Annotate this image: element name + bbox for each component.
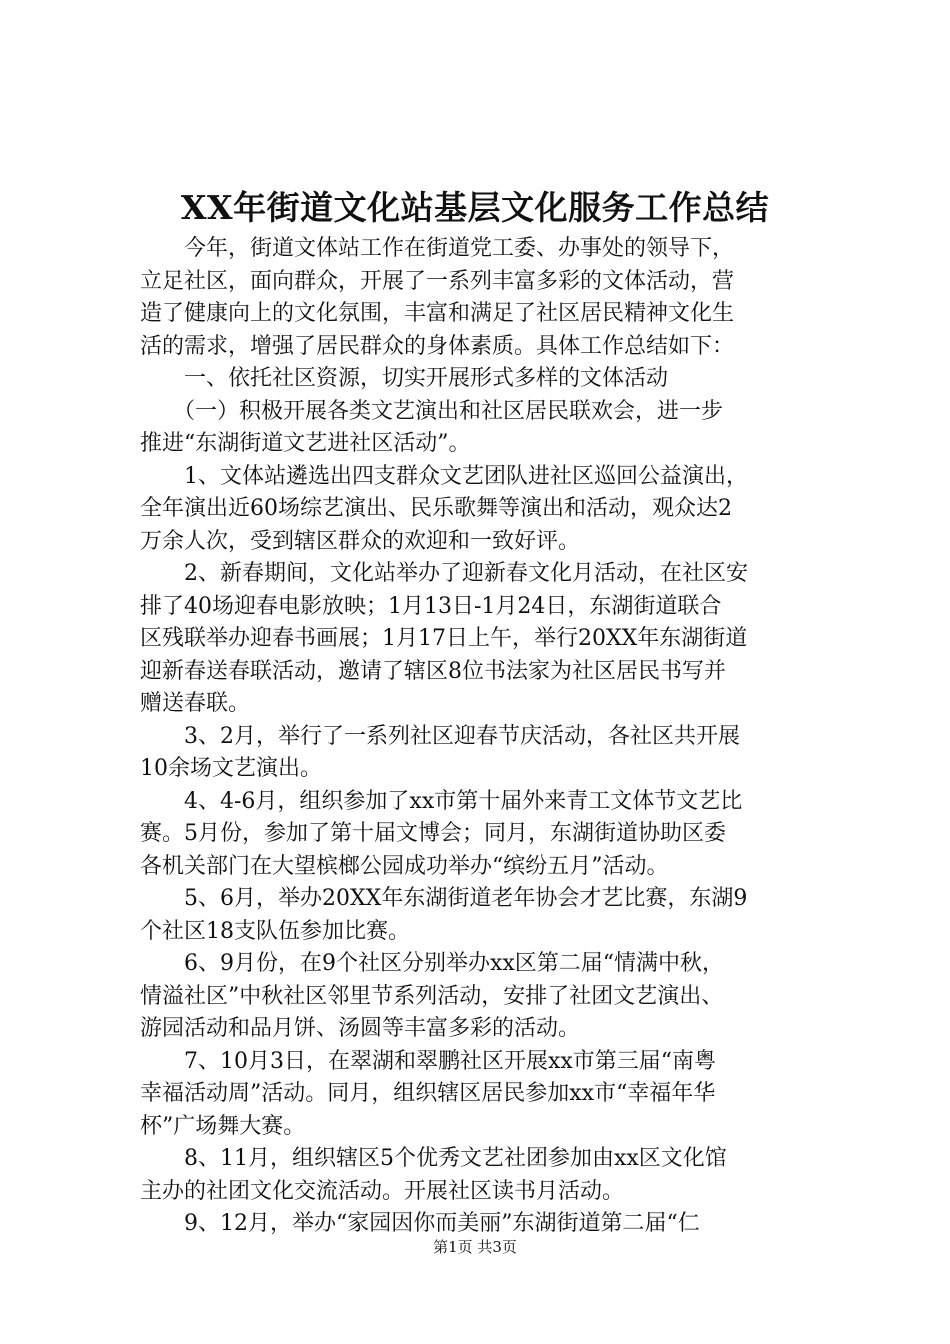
body-text-line: 立足社区，面向群众，开展了一系列丰富多彩的文体活动，营 — [140, 268, 735, 294]
body-text-line: 全年演出近60场综艺演出、民乐歌舞等演出和活动，观众达2 — [140, 496, 732, 521]
body-text-line: 3、2月，举行了一系列社区迎春节庆活动，各社区共开展 — [140, 723, 740, 749]
body-text-line: 4、4-6月，组织参加了xx市第十届外来青工文体节文艺比 — [140, 788, 743, 814]
body-text-line: 10余场文艺演出。 — [140, 756, 322, 781]
body-text-line: 6、9月份，在9个社区分别举办xx区第二届“情满中秋， — [140, 951, 725, 976]
body-text-line: 赠送春联。 — [140, 691, 251, 716]
body-text-line: 2、新春期间，文化站举办了迎新春文化月活动，在社区安 — [140, 561, 748, 586]
body-text-line: 各机关部门在大望槟榔公园成功举办“缤纷五月”活动。 — [140, 853, 669, 879]
body-text-line: 情溢社区”中秋社区邻里节系列活动，安排了社团文艺演出、 — [140, 983, 724, 1009]
body-text-line: 杯”广场舞大赛。 — [140, 1113, 306, 1139]
body-text-line: 5、6月，举办20XX年东湖街道老年协会才艺比赛，东湖9 — [140, 886, 748, 911]
body-text-line: 个社区18支队伍参加比赛。 — [140, 918, 410, 944]
body-text-line: 赛。5月份，参加了第十届文博会；同月，东湖街道协助区委 — [140, 821, 726, 846]
body-text-line: 迎新春送春联活动，邀请了辖区8位书法家为社区居民书写并 — [140, 658, 726, 684]
body-text-line: 游园活动和品月饼、汤圆等丰富多彩的活动。 — [140, 1016, 581, 1041]
body-text-line: 活的需求，增强了居民群众的身体素质。具体工作总结如下： — [140, 333, 735, 359]
body-text-line: （一）积极开展各类文艺演出和社区居民联欢会，进一步 — [140, 398, 724, 424]
body-text-line: 排了40场迎春电影放映；1月13日-1月24日，东湖街道联合 — [140, 593, 722, 619]
document-body — [140, 233, 830, 1241]
body-text-line: 8、11月，组织辖区5个优秀文艺社团参加由xx区文化馆 — [140, 1146, 727, 1171]
body-text-line: 一、依托社区资源，切实开展形式多样的文体活动 — [140, 366, 669, 391]
body-text-line: 造了健康向上的文化氛围，丰富和满足了社区居民精神文化生 — [140, 301, 735, 326]
body-text-line: 7、10月3日，在翠湖和翠鹏社区开展xx市第三届“南粤 — [140, 1048, 717, 1074]
document-title: XX年街道文化站基层文化服务工作总结 — [180, 188, 770, 227]
body-text-line: 推进“东湖街道文艺进社区活动”。 — [140, 431, 471, 456]
page-number-footer: 第1页 共3页 — [433, 1238, 517, 1256]
body-text-line: 区残联举办迎春书画展；1月17日上午，举行20XX年东湖街道 — [140, 626, 748, 651]
body-text-line: 9、12月，举办“家园因你而美丽”东湖街道第二届“仁 — [140, 1211, 700, 1236]
body-text-line: 万余人次，受到辖区群众的欢迎和一致好评。 — [140, 528, 581, 554]
body-text-line: 幸福活动周”活动。同月，组织辖区居民参加xx市“幸福年华 — [140, 1081, 716, 1106]
body-text-line: 今年，街道文体站工作在街道党工委、办事处的领导下， — [140, 236, 735, 261]
body-text-line: 主办的社团文化交流活动。开展社区读书月活动。 — [140, 1178, 625, 1204]
body-text-line: 1、文体站遴选出四支群众文艺团队进社区巡回公益演出， — [140, 463, 748, 489]
